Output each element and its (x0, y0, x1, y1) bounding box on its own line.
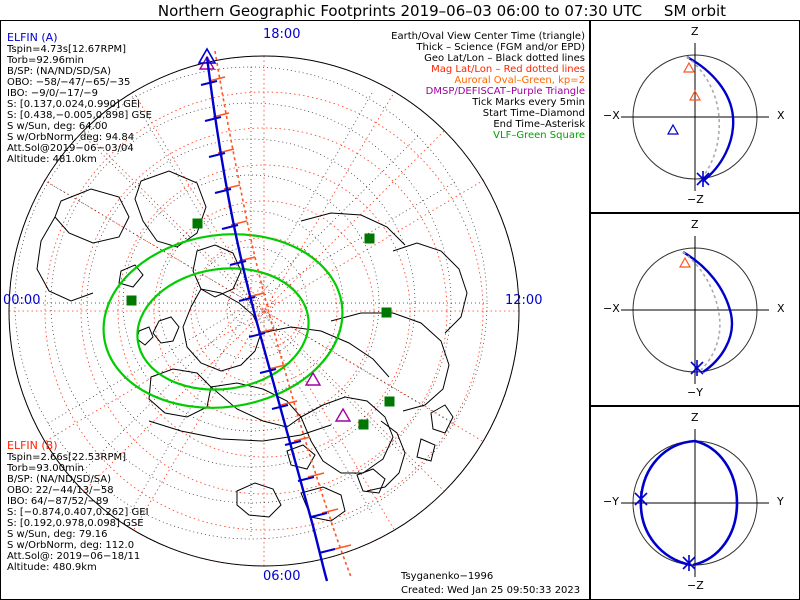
created-label: Created: Wed Jan 25 09:50:33 2023 (401, 585, 581, 596)
elfin-b-line-5: S: [−0.874,0.407,0.262] GEI (7, 507, 149, 518)
legend-line-2: Geo Lat/Lon – Black dotted lines (424, 53, 585, 64)
elfin-a-name: ELFIN (A) (7, 31, 58, 44)
sm1-axis-left: −X (603, 109, 620, 122)
elfin-b-line-6: S: [0.192,0.978,0.098] GSE (7, 518, 144, 529)
mlt-label-06: 06:00 (263, 569, 301, 584)
elfin-a-line-10: Altitude: 481.0km (7, 154, 97, 165)
legend-line-6: Tick Marks every 5min (472, 97, 585, 108)
elfin-a-line-5: S: [0.137,0.024,0.990] GEI (7, 99, 141, 110)
elfin-b-line-9: Att.Sol@: 2019−06−18/11 (7, 551, 141, 562)
legend-line-0: Earth/Oval View Center Time (triangle) (391, 31, 585, 42)
sm-panel-zx (590, 20, 800, 213)
sm-panel-yz (590, 406, 800, 600)
legend-line-3: Mag Lat/Lon – Red dotted lines (431, 64, 585, 75)
sm-panel-zy-graphic (591, 214, 799, 405)
legend-line-4: Auroral Oval–Green, kp=2 (454, 75, 585, 86)
elfin-a-line-9: Att.Sol@2019−06−03/04 (7, 143, 134, 154)
legend-line-8: End Time–Asterisk (493, 119, 585, 130)
elfin-b-line-4: IBO: 64/−87/52/−89 (7, 496, 109, 507)
legend-line-5: DMSP/DEFISCAT–Purple Triangle (425, 86, 585, 97)
sm1-axis-bottom: −Z (687, 193, 704, 206)
map-panel (0, 20, 590, 600)
sm1-axis-top: Z (691, 25, 699, 38)
sm2-axis-bottom: −Y (687, 386, 703, 399)
mlt-label-00: 00:00 (3, 293, 41, 308)
mlt-label-18: 18:00 (263, 27, 301, 42)
elfin-a-line-7: S w/Sun, deg: 64.00 (7, 121, 108, 132)
sm2-axis-top: Z (691, 218, 699, 231)
elfin-a-line-6: S: [0.438,−0.005,0.898] GSE (7, 110, 152, 121)
sm3-axis-left: −Y (603, 495, 619, 508)
sm2-axis-left: −X (603, 302, 620, 315)
elfin-a-line-1: Torb=92.96min (7, 55, 84, 66)
elfin-b-line-10: Altitude: 480.9km (7, 562, 97, 573)
sm3-axis-right: Y (777, 495, 784, 508)
elfin-b-line-2: B/SP: (NA/ND/SD/SA) (7, 474, 111, 485)
legend-line-1: Thick – Science (FGM and/or EPD) (416, 42, 585, 53)
sm-orbit-title: SM orbit (663, 2, 727, 20)
elfin-a-line-3: OBO: −58/−47/−65/−35 (7, 77, 131, 88)
elfin-a-line-4: IBO: −9/0/−17/−9 (7, 88, 98, 99)
elfin-a-info (7, 31, 217, 165)
sm3-axis-bottom: −Z (687, 579, 704, 592)
mlt-label-12: 12:00 (505, 293, 543, 308)
sm2-axis-right: X (777, 302, 785, 315)
elfin-b-line-8: S w/OrbNorm, deg: 112.0 (7, 540, 135, 551)
elfin-b-line-3: OBO: 22/−44/13/−58 (7, 485, 114, 496)
legend-block (367, 31, 585, 141)
sm-panel-zy (590, 213, 800, 406)
legend-line-7: Start Time–Diamond (482, 108, 585, 119)
sm3-axis-top: Z (691, 411, 699, 424)
elfin-b-line-7: S w/Sun, deg: 79.16 (7, 529, 108, 540)
sm1-axis-right: X (777, 109, 785, 122)
elfin-b-line-1: Torb=93.00min (7, 463, 84, 474)
sm-panel-yz-graphic (591, 407, 799, 599)
page-title: Northern Geographic Footprints 2019–06–03 06:00 to 07:30 UTC (157, 2, 643, 20)
elfin-a-line-8: S w/OrbNorm, deg: 94.84 (7, 132, 135, 143)
elfin-b-name: ELFIN (B) (7, 439, 58, 452)
legend-line-9: VLF–Green Square (493, 130, 585, 141)
elfin-a-line-0: Tspin=4.73s[12.67RPM] (7, 44, 127, 55)
elfin-a-line-2: B/SP: (NA/ND/SD/SA) (7, 66, 111, 77)
elfin-b-line-0: Tspin=2.66s[22.53RPM] (7, 452, 127, 463)
sm-panel-zx-graphic (591, 21, 799, 212)
model-label: Tsyganenko−1996 (401, 571, 494, 582)
elfin-b-info (7, 439, 217, 573)
